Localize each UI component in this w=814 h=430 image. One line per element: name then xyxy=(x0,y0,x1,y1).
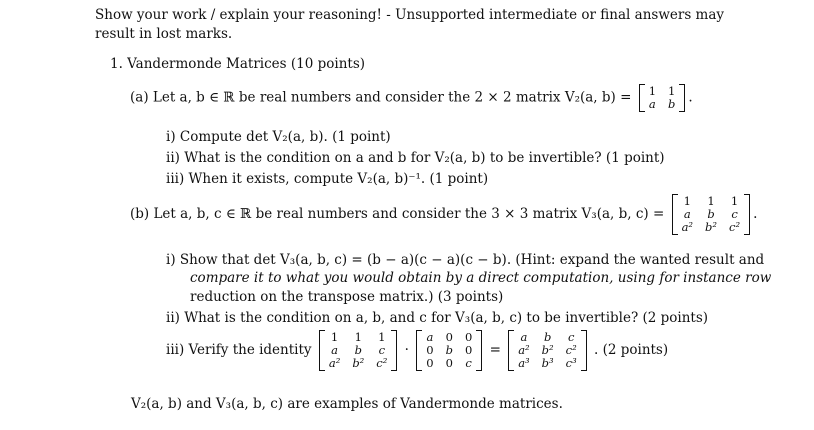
matrix-cell: 1 xyxy=(354,330,362,344)
matrix-cell: c² xyxy=(729,220,741,234)
footer-note: V₂(a, b) and V₃(a, b, c) are examples of Vandermonde matrices. xyxy=(131,396,563,412)
identity-matrix-1 xyxy=(319,330,398,371)
matrix-cell: 1 xyxy=(378,330,386,344)
part-b-statement: (b) Let a, b, c ∈ ℝ be real numbers and consider the 3 × 3 matrix V₃(a, b, c) = 1 1 1 a b c a² b² c² . xyxy=(130,194,758,234)
matrix-cell: b xyxy=(445,343,453,357)
part-a-item-1: i) Compute det V₂(a, b). (1 point) xyxy=(166,129,391,145)
matrix-cell: a² xyxy=(518,343,530,357)
part-b-item-2: ii) What is the condition on a, b, and c for V₃(a, b, c) to be invertible? (2 points) xyxy=(166,310,709,326)
matrix-cell: c xyxy=(731,207,738,221)
matrix-cell: a xyxy=(683,207,691,221)
matrix-cell: a xyxy=(426,330,434,344)
matrix-cell: 0 xyxy=(464,343,473,357)
matrix-cell: a² xyxy=(681,220,694,234)
matrix-cell: b² xyxy=(705,220,718,234)
part-a-item-2: ii) What is the condition on a and b for V₂(a, b) to be invertible? (1 point) xyxy=(166,150,665,166)
matrix-cell: b xyxy=(354,343,362,357)
matrix-v3-body xyxy=(678,194,745,235)
matrix-v2-body xyxy=(645,84,680,112)
part-b-item-1-line-2: compare it to what you would obtain by a direct computation, using for instance row xyxy=(190,270,772,286)
matrix-cell: 0 xyxy=(464,330,473,344)
matrix-cell: b xyxy=(543,330,552,344)
identity-matrix-3 xyxy=(508,330,587,371)
matrix-cell: 1 xyxy=(683,194,691,208)
matrix-cell: a xyxy=(520,330,528,344)
part-a-statement: (a) Let a, b ∈ ℝ be real numbers and consider the 2 × 2 matrix V₂(a, b) = 1 1 a b . xyxy=(130,84,693,111)
matrix-cell: c³ xyxy=(565,356,577,370)
part-a-item-3: iii) When it exists, compute V₂(a, b)⁻¹. (1 point) xyxy=(166,171,489,187)
matrix-cell: 1 xyxy=(330,330,339,344)
matrix-v2 xyxy=(639,84,686,112)
matrix-cell: 1 xyxy=(730,194,739,208)
matrix-cell: 0 xyxy=(426,356,434,370)
dot-operator: · xyxy=(404,342,409,358)
matrix-cell: 0 xyxy=(445,356,453,370)
matrix-cell: 1 xyxy=(707,194,715,208)
matrix-v3 xyxy=(672,194,751,235)
matrix-cell: b² xyxy=(352,356,365,370)
matrix-cell: a² xyxy=(328,356,341,370)
matrix-cell: a³ xyxy=(518,356,530,370)
identity-matrix-2 xyxy=(416,330,482,371)
part-b-item-1-line-3: reduction on the transpose matrix.) (3 points) xyxy=(190,289,504,305)
matrix-cell: b xyxy=(668,97,676,111)
matrix-cell: b³ xyxy=(541,356,554,370)
identity-matrix-2-body xyxy=(422,330,476,371)
part-a-text: (a) Let a, b ∈ ℝ be real numbers and consider the 2 × 2 matrix V₂(a, b) = xyxy=(130,89,632,106)
part-b-text: (b) Let a, b, c ∈ ℝ be real numbers and consider the 3 × 3 matrix V₃(a, b, c) = xyxy=(130,206,665,222)
problem-title: 1. Vandermonde Matrices (10 points) xyxy=(110,56,366,72)
matrix-cell: 0 xyxy=(445,330,453,344)
matrix-cell: c² xyxy=(376,356,388,370)
matrix-cell: c xyxy=(465,356,472,370)
part-b-item-1-line-1: i) Show that det V₃(a, b, c) = (b − a)(c − a)(c − b). (Hint: expand the wanted result and xyxy=(166,252,765,268)
matrix-cell: 1 xyxy=(668,84,676,98)
matrix-cell: c xyxy=(567,330,575,344)
matrix-cell: c xyxy=(378,343,386,357)
matrix-cell: c² xyxy=(565,343,577,357)
part-b-item-3 xyxy=(166,330,668,371)
item-3-prefix: iii) Verify the identity xyxy=(166,342,312,358)
matrix-cell: a xyxy=(648,97,656,111)
instructions: Show your work / explain your reasoning! - Unsupported intermediate or final answers may result in lost marks. xyxy=(95,7,725,42)
matrix-cell: 0 xyxy=(426,343,434,357)
identity-matrix-3-body xyxy=(514,330,581,371)
equals-sign: = xyxy=(489,342,501,358)
matrix-cell: b xyxy=(707,207,715,221)
matrix-cell: b² xyxy=(541,343,554,357)
identity-matrix-1-body xyxy=(325,330,392,371)
matrix-cell: 1 xyxy=(648,84,657,98)
matrix-cell: a xyxy=(331,343,338,357)
item-3-suffix: . (2 points) xyxy=(594,342,669,358)
